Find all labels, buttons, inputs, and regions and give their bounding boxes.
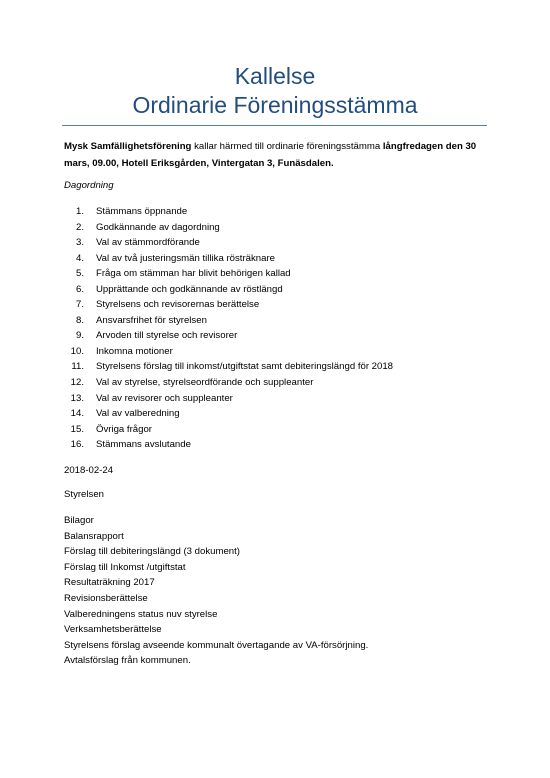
agenda-item bbox=[64, 406, 393, 422]
agenda-item bbox=[64, 437, 393, 453]
agenda-item bbox=[64, 266, 393, 282]
agenda-item-text: Val av revisorer och suppleanter bbox=[96, 392, 233, 404]
agenda-item-text: Styrelsens förslag till inkomst/utgiftstat samt debiteringslängd för 2018 bbox=[96, 361, 394, 373]
agenda-item bbox=[64, 220, 393, 236]
attachments-list bbox=[64, 513, 368, 669]
agenda-item bbox=[64, 251, 393, 267]
meeting-time-place: långfredagen den 30 mars, 09.00, Hotell Eriksgården, Vintergatan 3, Funäsdalen. bbox=[64, 141, 477, 169]
agenda-item-text: Val av valberedning bbox=[96, 408, 180, 420]
agenda-item bbox=[64, 359, 393, 375]
attachment-item: Valberedningens status nuv styrelse bbox=[64, 608, 218, 620]
attachment-item: Förslag till debiteringslängd (3 dokument) bbox=[64, 546, 240, 558]
agenda-item-number: 15. bbox=[70, 423, 84, 435]
agenda-item-number: 12. bbox=[70, 377, 84, 389]
attachment-item: Avtalsförslag från kommunen. bbox=[64, 655, 191, 667]
agenda-item-number: 6. bbox=[75, 283, 84, 295]
agenda-item-text: Val av styrelse, styrelseordförande och suppleanter bbox=[96, 377, 314, 389]
agenda-item-number: 11. bbox=[71, 361, 84, 373]
signature: Styrelsen bbox=[64, 489, 104, 500]
agenda-item bbox=[64, 204, 393, 220]
agenda-item bbox=[64, 297, 393, 313]
agenda-item-number: 4. bbox=[75, 252, 84, 264]
agenda-item bbox=[64, 328, 393, 344]
attachments-heading: Bilagor bbox=[64, 515, 94, 526]
agenda-item-number: 3. bbox=[75, 237, 84, 249]
intro-paragraph bbox=[64, 138, 494, 172]
agenda-item bbox=[64, 391, 393, 407]
attachment-item: Resultaträkning 2017 bbox=[64, 577, 155, 589]
agenda-item-number: 10. bbox=[70, 345, 84, 357]
agenda-item-text: Upprättande och godkännande av röstlängd bbox=[96, 283, 283, 295]
attachment-item: Revisionsberättelse bbox=[64, 592, 148, 604]
attachment-item: Förslag till Inkomst /utgiftstat bbox=[64, 561, 186, 573]
title-divider bbox=[62, 125, 487, 126]
agenda-item-text: Inkomna motioner bbox=[96, 345, 173, 357]
agenda-item-number: 9. bbox=[75, 330, 84, 342]
agenda-item-number: 8. bbox=[75, 314, 84, 326]
agenda-item bbox=[64, 344, 393, 360]
page-subtitle: Ordinarie Föreningsstämma bbox=[132, 92, 418, 118]
attachment-item: Styrelsens förslag avseende kommunalt övertagande av VA-försörjning. bbox=[64, 639, 369, 651]
agenda-item-text: Stämmans öppnande bbox=[96, 206, 188, 217]
agenda-item-text: Val av stämmordförande bbox=[96, 237, 200, 249]
agenda-item-text: Övriga frågor bbox=[96, 423, 152, 435]
agenda-item-number: 7. bbox=[75, 299, 84, 311]
agenda-item-number: 13. bbox=[70, 392, 84, 404]
attachment-item: Balansrapport bbox=[64, 530, 124, 542]
agenda-item-text: Arvoden till styrelse och revisorer bbox=[96, 330, 238, 342]
document-date: 2018-02-24 bbox=[64, 465, 114, 476]
agenda-item-number: 16. bbox=[70, 439, 84, 451]
agenda-item bbox=[64, 282, 393, 298]
agenda-item bbox=[64, 235, 393, 251]
agenda-list bbox=[64, 204, 393, 453]
page-title: Kallelse bbox=[234, 63, 316, 89]
agenda-item bbox=[64, 313, 393, 329]
agenda-item-number: 14. bbox=[70, 408, 84, 420]
intro-text: kallar härmed till ordinarie föreningsstämma bbox=[191, 141, 383, 152]
attachment-item: Verksamhetsberättelse bbox=[64, 624, 162, 636]
agenda-item-text: Val av två justeringsmän tillika rösträknare bbox=[96, 252, 275, 264]
agenda-item-text: Godkännande av dagordning bbox=[96, 221, 220, 233]
agenda-item bbox=[64, 422, 393, 438]
agenda-item-number: 1. bbox=[75, 206, 84, 217]
agenda-item-number: 2. bbox=[75, 221, 84, 233]
agenda-item-text: Stämmans avslutande bbox=[96, 439, 191, 451]
organization-name: Mysk Samfällighetsförening bbox=[64, 141, 192, 152]
agenda-heading: Dagordning bbox=[64, 180, 114, 191]
agenda-item-text: Ansvarsfrihet för styrelsen bbox=[96, 314, 207, 326]
agenda-item-text: Styrelsens och revisorernas berättelse bbox=[96, 299, 260, 311]
agenda-item-text: Fråga om stämman har blivit behörigen kallad bbox=[96, 268, 291, 280]
agenda-item bbox=[64, 375, 393, 391]
agenda-item-number: 5. bbox=[75, 268, 84, 280]
